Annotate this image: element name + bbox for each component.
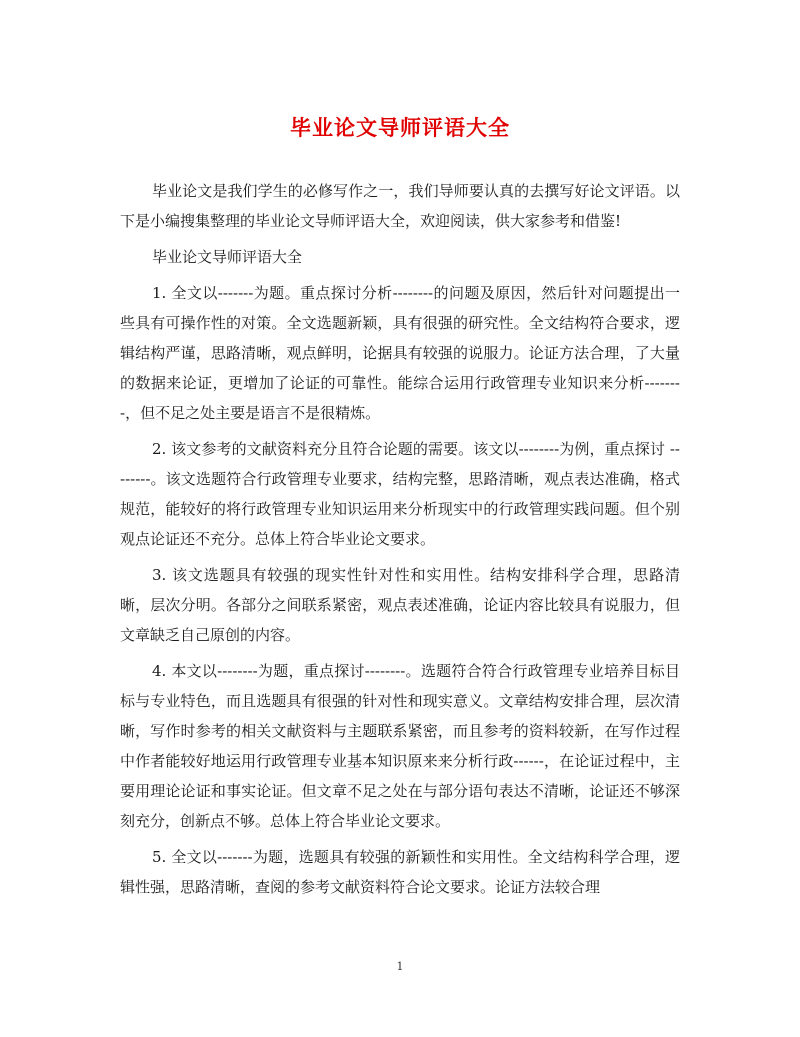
comment-paragraph-5: 5. 全文以-------为题，选题具有较强的新颖性和实用性。全文结构科学合理，逻辑性强，思路清晰，查阅的参考文献资料符合论文要求。论证方法较合理 [120, 848, 680, 896]
intro-paragraph: 毕业论文是我们学生的必修写作之一，我们导师要认真的去撰写好论文评语。以下是小编搜集整理的毕业论文导师评语大全，欢迎阅读，供大家参考和借鉴! [120, 182, 680, 230]
page-number: 1 [396, 960, 404, 973]
document-body [120, 176, 680, 908]
section-heading: 毕业论文导师评语大全 [152, 248, 303, 266]
comment-paragraph-2: 2. 该文参考的文献资料充分且符合论题的需要。该文以--------为例，重点探讨 --------。该文选题符合行政管理专业要求，结构完整，思路清晰，观点表达准确，格式规范，能较好的将行政管理专业知识运用来分析现实中的行政管理实践问题。但个别观点论证还不充分。总体上符合毕业论文要求。 [120, 440, 680, 548]
comment-paragraph-3: 3. 该文选题具有较强的现实性针对性和实用性。结构安排科学合理，思路清晰，层次分明。各部分之间联系紧密，观点表述准确，论证内容比较具有说服力，但文章缺乏自己原创的内容。 [120, 566, 680, 644]
document-title: 毕业论文导师评语大全 [290, 115, 510, 140]
comment-paragraph-1: 1. 全文以-------为题。重点探讨分析--------的问题及原因，然后针对问题提出一些具有可操作性的对策。全文选题新颖，具有很强的研究性。全文结构符合要求，逻辑结构严谨，思路清晰，观点鲜明，论据具有较强的说服力。论证方法合理，了大量的数据来论证，更增加了论证的可靠性。能综合运用行政管理专业知识来分析--------，但不足之处主要是语言不是很精炼。 [120, 284, 680, 422]
comment-paragraph-4: 4. 本文以--------为题，重点探讨--------。选题符合符合行政管理专业培养目标目标与专业特色，而且选题具有很强的针对性和现实意义。文章结构安排合理，层次清晰，写作时参考的相关文献资料与主题联系紧密，而且参考的资料较新，在写作过程中作者能较好地运用行政管理专业基本知识原来来分析行政------，在论证过程中，主要用理论论证和事实论证。但文章不足之处在与部分语句表达不清晰，论证还不够深刻充分，创新点不够。总体上符合毕业论文要求。 [120, 662, 680, 830]
